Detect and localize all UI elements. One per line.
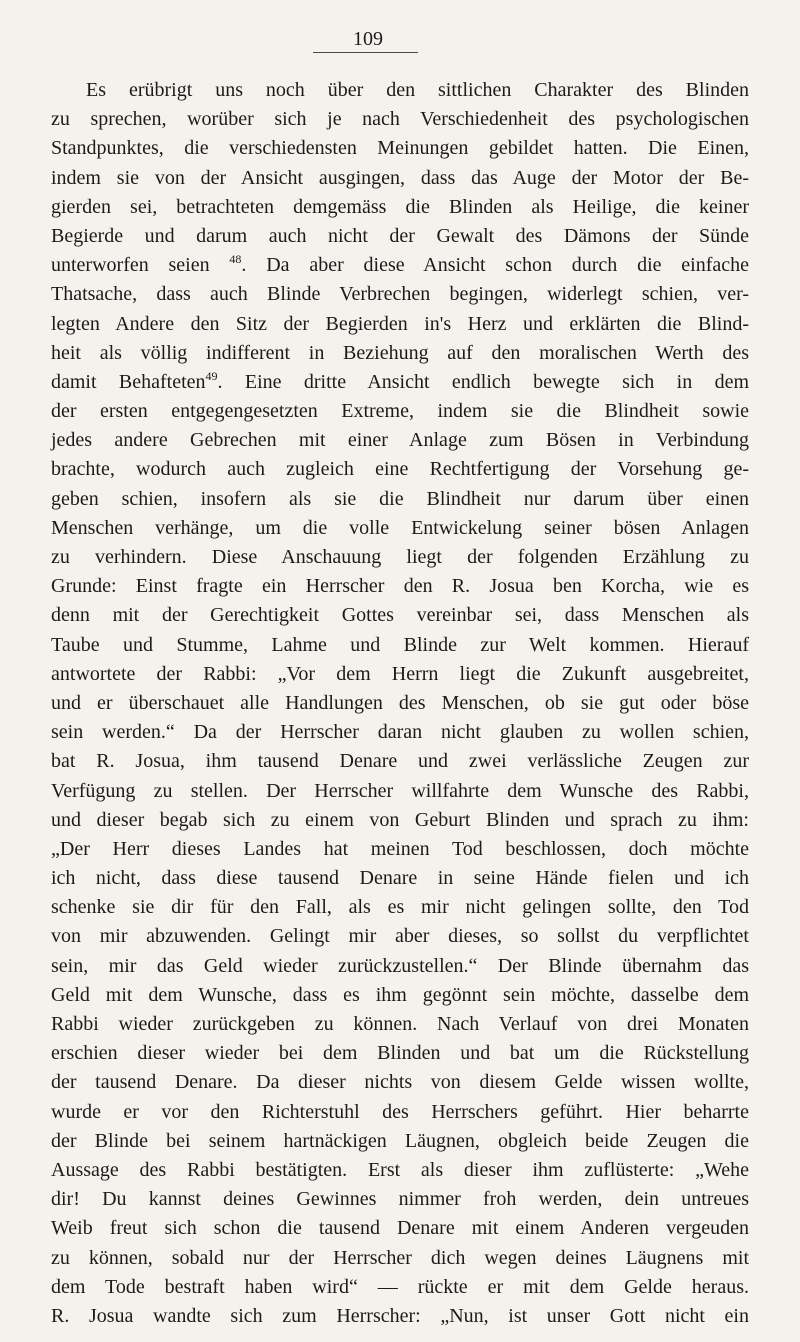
footnote-ref-48: 48	[229, 252, 242, 267]
text-line: Standpunktes, die verschiedensten Meinungen gebildet hatten. Die Einen,	[51, 137, 749, 160]
text-line: Rabbi wieder zurückgeben zu können. Nach Verlauf von drei Monaten	[51, 1013, 749, 1035]
text-line: „Der Herr dieses Landes hat meinen Tod beschlossen, doch möchte	[51, 837, 749, 860]
text-line: Grunde: Einst fragte ein Herrscher den R. Josua ben Korcha, wie es	[51, 575, 749, 598]
text-segment: . Da aber diese Ansicht schon durch die einfache	[241, 254, 750, 277]
text-line: Verfügung zu stellen. Der Herrscher willfahrte dem Wunsche des Rabbi,	[51, 779, 749, 802]
text-line: Es erübrigt uns noch über den sittlichen Charakter des Blinden	[86, 79, 749, 101]
text-line: antwortete der Rabbi: „Vor dem Herrn liegt die Zukunft ausgebreitet,	[51, 662, 749, 685]
text-line: jedes andere Gebrechen mit einer Anlage zum Bösen in Verbindung	[51, 429, 749, 452]
text-line: dir! Du kannst deines Gewinnes nimmer froh werden, dein untreues	[51, 1188, 749, 1211]
text-line: wurde er vor den Richterstuhl des Herrschers geführt. Hier beharrte	[51, 1100, 749, 1123]
text-line: und dieser begab sich zu einem von Geburt Blinden und sprach zu ihm:	[51, 808, 749, 831]
text-line: heit als völlig indifferent in Beziehung auf den moralischen Werth des	[51, 341, 749, 364]
text-line: Weib freut sich schon die tausend Denare mit einem Anderen vergeuden	[51, 1217, 749, 1240]
text-line: erschien dieser wieder bei dem Blinden und bat um die Rückstellung	[51, 1042, 749, 1065]
text-line: der ersten entgegengesetzten Extreme, indem sie die Blindheit sowie	[51, 400, 749, 423]
text-line: Taube und Stumme, Lahme und Blinde zur Welt kommen. Hierauf	[51, 633, 749, 656]
text-line: brachte, wodurch auch zugleich eine Rechtfertigung der Vorsehung ge-	[51, 458, 749, 481]
text-line: indem sie von der Ansicht ausgingen, dass das Auge der Motor der Be-	[51, 166, 749, 189]
text-line: sein, mir das Geld wieder zurückzustellen.“ Der Blinde übernahm das	[51, 954, 749, 977]
text-line: der Blinde bei seinem hartnäckigen Läugnen, obgleich beide Zeugen die	[51, 1129, 749, 1152]
text-line: Geld mit dem Wunsche, dass es ihm gegönnt sein möchte, dasselbe dem	[51, 983, 749, 1006]
text-line: und er überschauet alle Handlungen des Menschen, ob sie gut oder böse	[51, 691, 749, 714]
body-text	[51, 76, 749, 1331]
text-line: Menschen verhänge, um die volle Entwickelung seiner bösen Anlagen	[51, 516, 749, 539]
footnote-ref-49: 49	[205, 368, 218, 383]
text-line	[51, 251, 749, 280]
text-line: gierden sei, betrachteten demgemäss die Blinden als Heilige, die keiner	[51, 195, 749, 218]
text-segment: damit Behafteten	[51, 370, 206, 393]
text-line: sein werden.“ Da der Herrscher daran nicht glauben zu wollen schien,	[51, 721, 749, 744]
text-line: zu verhindern. Diese Anschauung liegt der folgenden Erzählung zu	[51, 546, 749, 568]
text-line: denn mit der Gerechtigkeit Gottes vereinbar sei, dass Menschen als	[51, 604, 749, 627]
text-line: ich nicht, dass diese tausend Denare in seine Hände fielen und ich	[51, 867, 749, 890]
text-line: dem Tode bestraft haben wird“ — rückte er mit dem Gelde heraus.	[51, 1275, 749, 1298]
text-line	[51, 368, 749, 397]
text-line: R. Josua wandte sich zum Herrscher: „Nun, ist unser Gott nicht ein	[51, 1304, 749, 1327]
text-line: bat R. Josua, ihm tausend Denare und zwei verlässliche Zeugen zur	[51, 750, 749, 773]
page-number: 109	[353, 28, 383, 50]
text-segment: . Eine dritte Ansicht endlich bewegte sich in dem	[217, 370, 749, 393]
text-line: zu sprechen, worüber sich je nach Verschiedenheit des psychologischen	[51, 108, 749, 131]
text-line: schenke sie dir für den Fall, als es mir nicht gelingen sollte, den Tod	[51, 896, 749, 919]
text-line: Begierde und darum auch nicht der Gewalt des Dämons der Sünde	[51, 224, 749, 247]
text-line: zu können, sobald nur der Herrscher dich wegen deines Läugnens mit	[51, 1246, 749, 1269]
text-line: legten Andere den Sitz der Begierden in's Herz und erklärten die Blind-	[51, 312, 749, 335]
text-line: der tausend Denare. Da dieser nichts von diesem Gelde wissen wollte,	[51, 1071, 749, 1094]
text-line: Aussage des Rabbi bestätigten. Erst als dieser ihm zuflüsterte: „Wehe	[51, 1158, 749, 1181]
text-segment: unterworfen seien	[51, 254, 210, 277]
text-line: geben schien, insofern als sie die Blindheit nur darum über einen	[51, 487, 749, 510]
text-line: von mir abzuwenden. Gelingt mir aber dieses, so sollst du verpflichtet	[51, 925, 749, 948]
header-rule	[313, 52, 418, 53]
text-line: Thatsache, dass auch Blinde Verbrechen begingen, widerlegt schien, ver-	[51, 283, 749, 306]
